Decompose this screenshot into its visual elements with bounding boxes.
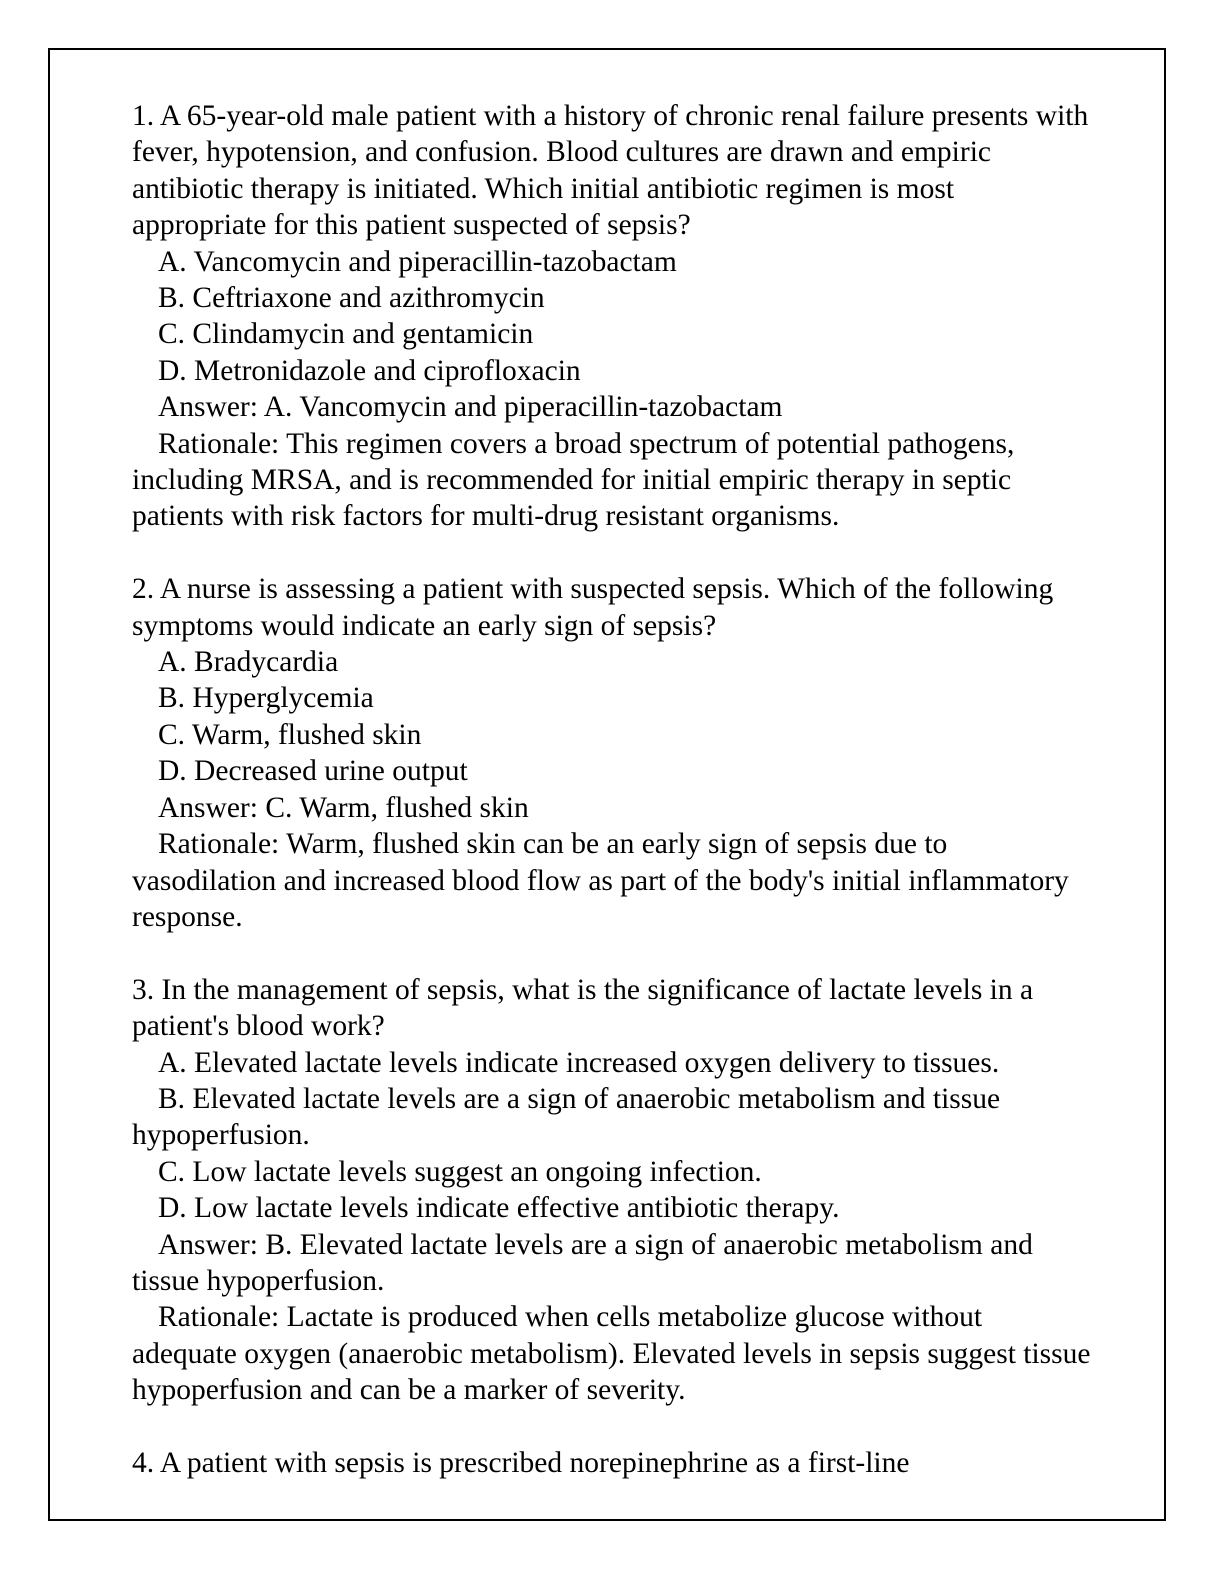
- option-d: D. Low lactate levels indicate effective antibiotic therapy.: [158, 1192, 840, 1225]
- option-c: C. Warm, flushed skin: [158, 718, 422, 751]
- question-stem: 1. A 65-year-old male patient with a history of chronic renal failure presents with fever, hypotension, and confusion. Blood cultures are drawn and empiric antibiotic therapy is initiated. Which initial antibiotic regimen is most appropriate for this patient suspected of sepsis?: [132, 100, 1089, 242]
- option-a: A. Bradycardia: [158, 646, 339, 679]
- option-c: C. Clindamycin and gentamicin: [158, 318, 534, 351]
- answer-line: Answer: B. Elevated lactate levels are a sign of anaerobic metabolism and tissue hypoperfusion.: [132, 1228, 1033, 1297]
- option-d: D. Metronidazole and ciprofloxacin: [158, 354, 581, 387]
- question-stem: 4. A patient with sepsis is prescribed norepinephrine as a first-line: [132, 1446, 910, 1479]
- option-b: B. Elevated lactate levels are a sign of anaerobic metabolism and tissue hypoperfusion.: [132, 1082, 1001, 1152]
- option-b: B. Hyperglycemia: [158, 682, 374, 715]
- answer-line: Answer: C. Warm, flushed skin: [158, 791, 529, 824]
- question-2: [132, 571, 1092, 935]
- rationale-text: Rationale: Lactate is produced when cells metabolize glucose without adequate oxygen (anaerobic metabolism). Elevated levels in sepsis suggest tissue hypoperfusion and can be a marker of severity.: [132, 1301, 1091, 1407]
- document-body: [132, 98, 1092, 1518]
- question-4: [132, 1445, 1092, 1481]
- option-d: D. Decreased urine output: [158, 755, 468, 788]
- option-b: B. Ceftriaxone and azithromycin: [158, 282, 545, 315]
- option-c: C. Low lactate levels suggest an ongoing infection.: [158, 1155, 762, 1188]
- question-1: [132, 98, 1092, 535]
- option-a: A. Vancomycin and piperacillin-tazobactam: [158, 245, 677, 278]
- answer-line: Answer: A. Vancomycin and piperacillin-tazobactam: [158, 391, 783, 424]
- option-a: A. Elevated lactate levels indicate increased oxygen delivery to tissues.: [158, 1046, 1000, 1079]
- question-stem: 3. In the management of sepsis, what is the significance of lactate levels in a patient's blood work?: [132, 973, 1034, 1043]
- rationale-text: Rationale: Warm, flushed skin can be an early sign of sepsis due to vasodilation and increased blood flow as part of the body's initial inflammatory response.: [132, 828, 1069, 933]
- question-3: [132, 972, 1092, 1409]
- question-stem: 2. A nurse is assessing a patient with suspected sepsis. Which of the following symptoms would indicate an early sign of sepsis?: [132, 573, 1054, 642]
- rationale-text: Rationale: This regimen covers a broad spectrum of potential pathogens, including MRSA, and is recommended for initial empiric therapy in septic patients with risk factors for multi-drug resistant organisms.: [132, 427, 1015, 533]
